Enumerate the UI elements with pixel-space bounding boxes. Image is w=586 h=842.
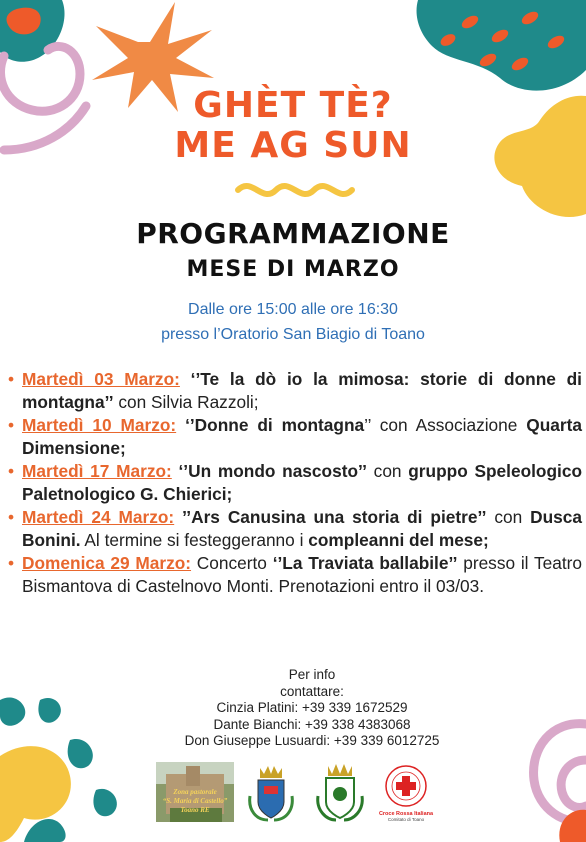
title-line-1: GHÈT TÈ? [193, 85, 393, 126]
red-cross-logo-icon [379, 766, 434, 822]
coat-of-arms-icon [250, 766, 293, 820]
title-line-2: ME AG SUN [174, 125, 412, 166]
event-item [6, 414, 582, 460]
red-cross-caption: Comitato di Toano [387, 817, 425, 822]
event-title: ‘’Te la dò io la mimosa: storie di donne di montagna’’ [22, 369, 582, 412]
municipal-crest-icon [318, 764, 363, 820]
event-text: presso il Teatro Bismantova di Castelnovo Monti. Prenotazioni entro il 03/03. [22, 553, 582, 596]
event-text: con [486, 507, 531, 527]
event-date: Domenica 29 Marzo: [22, 553, 192, 573]
contact-label: contattare: [280, 683, 344, 699]
red-cross-caption: Croce Rossa Italiana [378, 811, 434, 817]
church-photo-image [156, 762, 234, 822]
event-date: Martedì 10 Marzo: [22, 415, 177, 435]
yellow-wave-shape [238, 186, 352, 194]
contact-phone: Dante Bianchi: +39 338 4383068 [213, 716, 411, 732]
event-text: con [366, 461, 409, 481]
event-title: ‘’Un mondo nascosto’’ [178, 461, 367, 481]
photo-caption: “S. Maria di Castello” [162, 797, 228, 805]
event-guest: Quarta Dimensione; [22, 415, 582, 458]
event-text: Al termine si festeggeranno i [80, 530, 309, 550]
event-text: Concerto [191, 553, 273, 573]
event-title: ‘’Donne di montagna [185, 415, 365, 435]
event-title: ‘’La Traviata ballabile’’ [272, 553, 458, 573]
photo-caption: Toano RE [180, 806, 210, 814]
event-item [6, 460, 582, 506]
event-text: ’’ con Associazione [364, 415, 527, 435]
event-text: con Silvia Razzoli; [113, 392, 259, 412]
event-date: Martedì 17 Marzo: [22, 461, 172, 481]
info-location: presso l’Oratorio San Biagio di Toano [161, 326, 425, 343]
info-time: Dalle ore 15:00 alle ore 16:30 [188, 301, 398, 318]
event-note: compleanni del mese; [308, 530, 489, 550]
event-text [176, 415, 185, 435]
heading-programmazione: PROGRAMMAZIONE [136, 217, 450, 250]
contact-phone: Don Giuseppe Lusuardi: +39 339 6012725 [184, 733, 440, 748]
teal-blob-right-shape [417, 0, 586, 91]
event-text [174, 507, 182, 527]
event-title: ’’Ars Canusina una storia di pietre’’ [182, 507, 487, 527]
event-guest: gruppo Speleologico Paletnologico G. Chierici; [22, 461, 583, 504]
contact-phone: Cinzia Platini: +39 339 1672529 [216, 700, 408, 715]
event-item [6, 552, 582, 598]
event-date: Martedì 24 Marzo: [22, 507, 175, 527]
event-list [6, 368, 582, 598]
heading-month: MESE DI MARZO [186, 257, 400, 282]
photo-caption: Zona pastorale [173, 788, 217, 796]
event-item [6, 368, 582, 414]
event-text [172, 461, 179, 481]
event-text [180, 369, 191, 389]
contact-block [156, 667, 468, 750]
event-date: Martedì 03 Marzo: [22, 369, 180, 389]
event-guest: Dusca Bonini. [22, 507, 582, 550]
logo-strip [0, 762, 586, 822]
event-item [6, 506, 582, 552]
contact-label: Per info [288, 667, 336, 682]
